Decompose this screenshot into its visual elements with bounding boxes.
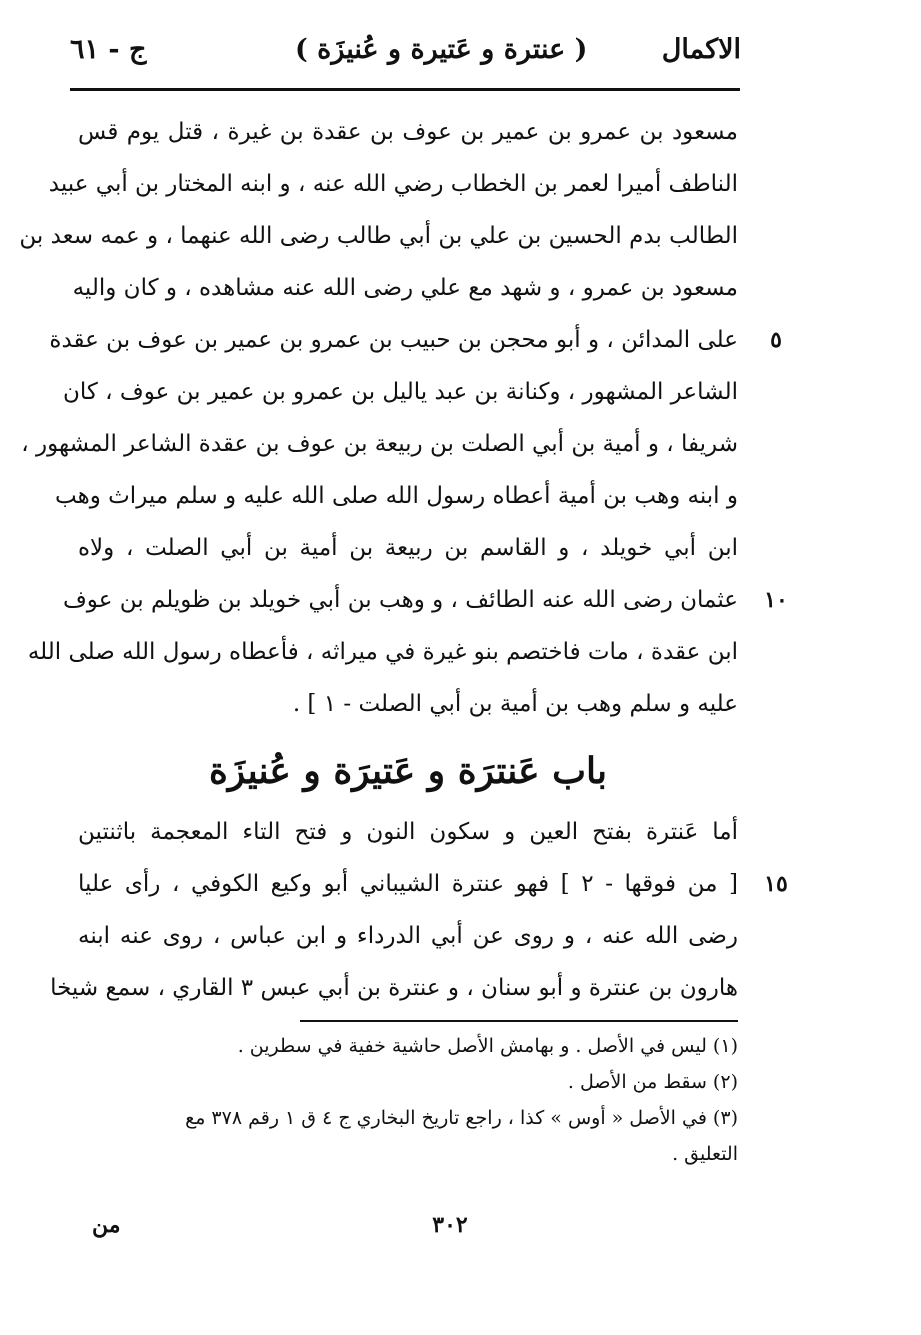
chapter-heading: باب عَنترَة و عَتيرَة و عُنيزَة: [208, 750, 608, 792]
text-line: عثمان رضى الله عنه الطائف ، و وهب بن أبي خويلد بن ظويلم بن عوف: [62, 587, 738, 613]
text-line: هارون بن عنترة و أبو سنان ، و عنترة بن أبي عبس ٣ القاري ، سمع شيخا: [50, 975, 738, 1001]
text-line: رضى الله عنه ، و روى عن أبي الدرداء و ابن عباس ، روى عنه ابنه: [78, 923, 738, 949]
text-line: أما عَنترة بفتح العين و سكون النون و فتح التاء المعجمة باثنتين: [78, 819, 738, 845]
text-line: [ من فوقها - ٢ ] فهو عنترة الشيباني أبو وكيع الكوفي ، رأى عليا: [78, 871, 738, 897]
footnote: (١) ليس في الأصل . و بهامش الأصل حاشية خفية في سطرين .: [237, 1035, 738, 1057]
text-line: مسعود بن عمرو ، و شهد مع علي رضى الله عنه مشاهده ، و كان واليه: [72, 275, 738, 301]
footnotes: [78, 1028, 738, 1172]
footnote: (٣) في الأصل « أوس » كذا ، راجع تاريخ البخاري ج ٤ ق ١ رقم ٣٧٨ مع: [185, 1107, 738, 1129]
footnote: التعليق .: [672, 1143, 738, 1165]
text-line: على المدائن ، و أبو محجن بن حبيب بن عمرو بن عمير بن عوف بن عقدة: [49, 327, 738, 353]
line-number-15: ١٥: [764, 871, 788, 897]
book-name: الاكمال: [661, 34, 741, 65]
text-line: الطالب بدم الحسين بن علي بن أبي طالب رضى الله عنهما ، و عمه سعد بن: [19, 223, 738, 249]
text-line: الناطف أميرا لعمر بن الخطاب رضي الله عنه ، و ابنه المختار بن أبي عبيد: [48, 171, 738, 197]
paragraph-2: [50, 806, 738, 1014]
footnote: (٢) سقط من الأصل .: [567, 1071, 738, 1093]
volume-folio: ج - ٦١: [70, 34, 147, 65]
text-line: شريفا ، و أمية بن أبي الصلت بن ربيعة بن عوف بن عقدة الشاعر المشهور ،: [21, 431, 738, 457]
text-line: الشاعر المشهور ، وكنانة بن عبد ياليل بن عمرو بن عمير بن عوف ، كان: [63, 379, 738, 405]
section-title: ( عنترة و عَتيرة و عُنيزَة ): [295, 34, 588, 65]
running-header: [70, 28, 741, 78]
page-number: ٣٠٢: [432, 1212, 468, 1238]
header-rule: [70, 88, 740, 91]
text-line: ابن عقدة ، مات فاختصم بنو غيرة في ميراثه ، فأعطاه رسول الله صلى الله: [27, 639, 738, 665]
footnote-rule: [300, 1020, 738, 1022]
line-number-10: ١٠: [764, 587, 788, 613]
text-line: عليه و سلم وهب بن أمية بن أبي الصلت - ١ ] .: [292, 691, 738, 717]
catchword: من: [92, 1212, 121, 1238]
line-number-5: ٥: [770, 327, 782, 353]
paragraph-1: [19, 106, 738, 730]
text-line: مسعود بن عمرو بن عمير بن عوف بن عقدة بن غيرة ، قتل يوم قس: [78, 119, 738, 145]
text-line: و ابنه وهب بن أمية أعطاه رسول الله صلى الله عليه و سلم ميراث وهب: [55, 483, 738, 509]
text-line: ابن أبي خويلد ، و القاسم بن ربيعة بن أمية بن أبي الصلت ، ولاه: [78, 535, 738, 561]
